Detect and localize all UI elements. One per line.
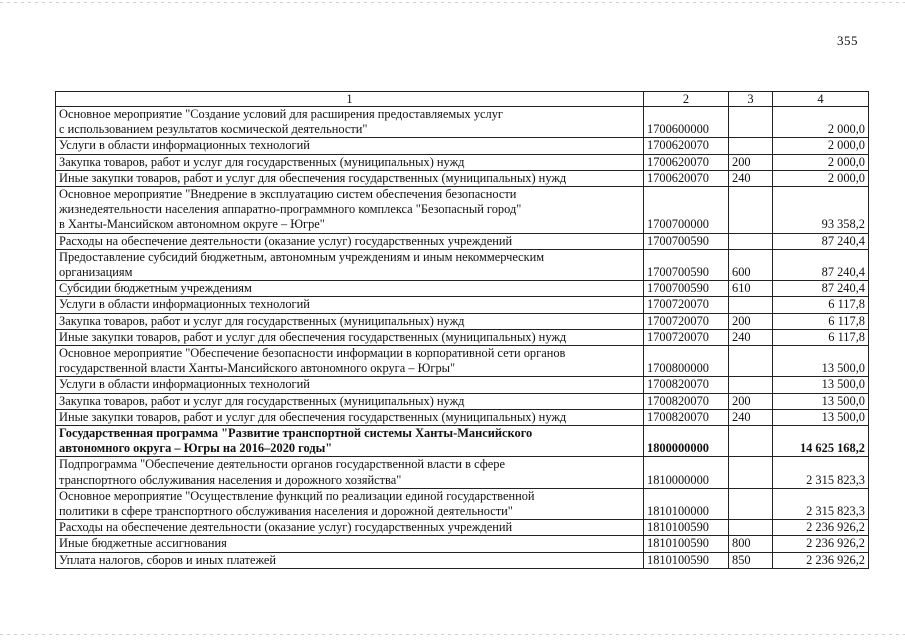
- row-amount-cell: 2 236 926,2: [773, 536, 869, 552]
- row-name-cell: [56, 297, 644, 313]
- row-name-line: Расходы на обеспечение деятельности (оказание услуг) государственных учреждений: [59, 520, 513, 535]
- table-row: [56, 457, 869, 488]
- row-amount-cell: 13 500,0: [773, 409, 869, 425]
- row-name-cell: [56, 536, 644, 552]
- row-name-cell: [56, 170, 644, 186]
- row-amount-cell: 87 240,4: [773, 249, 869, 280]
- row-type-cell: [729, 187, 773, 234]
- row-code-cell: 1700820070: [644, 377, 729, 393]
- row-code-cell: 1700700590: [644, 233, 729, 249]
- column-header-amount: 4: [773, 92, 869, 107]
- row-code-cell: 1700720070: [644, 313, 729, 329]
- row-name-line: Закупка товаров, работ и услуг для государственных (муниципальных) нужд: [59, 313, 465, 328]
- row-code-cell: 1810000000: [644, 457, 729, 488]
- row-code-cell: 1810100590: [644, 520, 729, 536]
- row-name-cell: [56, 488, 644, 519]
- row-type-cell: [729, 457, 773, 488]
- row-code-cell: 1700720070: [644, 297, 729, 313]
- row-name-cell: [56, 393, 644, 409]
- row-name-cell: [56, 138, 644, 154]
- table-row: [56, 520, 869, 536]
- row-code-cell: 1700600000: [644, 107, 729, 138]
- row-type-cell: 240: [729, 170, 773, 186]
- row-name-line: Услуги в области информационных технологий: [59, 138, 310, 153]
- table-row: [56, 426, 869, 457]
- row-code-cell: 1810100000: [644, 488, 729, 519]
- row-name-line: Уплата налогов, сборов и иных платежей: [59, 552, 277, 567]
- row-name-cell: [56, 187, 644, 234]
- row-name-line: автономного округа – Югры на 2016–2020 годы": [59, 441, 333, 456]
- row-name-line: Иные закупки товаров, работ и услуг для обеспечения государственных (муниципальных) нужд: [59, 170, 567, 185]
- row-name-cell: [56, 249, 644, 280]
- row-name-cell: [56, 281, 644, 297]
- row-type-cell: [729, 297, 773, 313]
- table-row: [56, 233, 869, 249]
- row-name-line: в Ханты-Мансийском автономном округе – Югре": [59, 217, 325, 232]
- row-name-cell: [56, 409, 644, 425]
- column-header-name: 1: [56, 92, 644, 107]
- row-type-cell: 240: [729, 409, 773, 425]
- column-header-code: 2: [644, 92, 729, 107]
- row-type-cell: [729, 520, 773, 536]
- table-row: [56, 281, 869, 297]
- row-name-cell: [56, 154, 644, 170]
- row-type-cell: 850: [729, 552, 773, 568]
- row-code-cell: 1700620070: [644, 154, 729, 170]
- row-code-cell: 1700720070: [644, 329, 729, 345]
- row-name-line: Основное мероприятие "Внедрение в эксплуатацию систем обеспечения безопасности: [59, 187, 517, 202]
- row-name-line: государственной власти Ханты-Мансийского автономного округа – Югры": [59, 361, 456, 376]
- row-amount-cell: 6 117,8: [773, 297, 869, 313]
- row-code-cell: 1700820070: [644, 393, 729, 409]
- row-type-cell: [729, 377, 773, 393]
- column-header-type: 3: [729, 92, 773, 107]
- row-name-line: Подпрограмма "Обеспечение деятельности органов государственной власти в сфере: [59, 457, 505, 472]
- row-name-cell: [56, 313, 644, 329]
- row-name-cell: [56, 552, 644, 568]
- row-name-line: с использованием результатов космической деятельности": [59, 122, 368, 137]
- row-code-cell: 1810100590: [644, 536, 729, 552]
- row-name-cell: [56, 520, 644, 536]
- row-amount-cell: 2 315 823,3: [773, 488, 869, 519]
- row-name-cell: [56, 233, 644, 249]
- table-row: [56, 536, 869, 552]
- row-amount-cell: 2 236 926,2: [773, 552, 869, 568]
- row-amount-cell: 2 000,0: [773, 138, 869, 154]
- row-amount-cell: 14 625 168,2: [773, 426, 869, 457]
- row-type-cell: [729, 233, 773, 249]
- row-amount-cell: 2 000,0: [773, 170, 869, 186]
- row-name-line: Иные бюджетные ассигнования: [59, 536, 227, 551]
- row-code-cell: 1800000000: [644, 426, 729, 457]
- row-name-line: Предоставление субсидий бюджетным, автономным учреждениям и иным некоммерческим: [59, 249, 545, 264]
- budget-table-body: [56, 92, 869, 569]
- row-name-line: Субсидии бюджетным учреждениям: [59, 281, 252, 296]
- row-type-cell: [729, 488, 773, 519]
- row-name-cell: [56, 426, 644, 457]
- row-name-line: Иные закупки товаров, работ и услуг для обеспечения государственных (муниципальных) нужд: [59, 329, 567, 344]
- row-code-cell: 1700700590: [644, 281, 729, 297]
- row-name-line: Основное мероприятие "Осуществление функций по реализации единой государственной: [59, 488, 535, 503]
- table-header-row: [56, 92, 869, 107]
- row-amount-cell: 87 240,4: [773, 233, 869, 249]
- row-code-cell: 1700620070: [644, 138, 729, 154]
- table-row: [56, 313, 869, 329]
- row-name-cell: [56, 107, 644, 138]
- row-amount-cell: 13 500,0: [773, 393, 869, 409]
- table-row: [56, 488, 869, 519]
- table-row: [56, 138, 869, 154]
- row-amount-cell: 6 117,8: [773, 313, 869, 329]
- row-name-line: Закупка товаров, работ и услуг для государственных (муниципальных) нужд: [59, 154, 465, 169]
- budget-table: [55, 91, 869, 569]
- row-code-cell: 1700700000: [644, 187, 729, 234]
- row-name-line: Услуги в области информационных технологий: [59, 297, 310, 312]
- row-name-cell: [56, 377, 644, 393]
- row-amount-cell: 13 500,0: [773, 346, 869, 377]
- row-name-line: Основное мероприятие "Обеспечение безопасности информации в корпоративной сети органов: [59, 346, 566, 361]
- row-name-line: Государственная программа "Развитие транспортной системы Ханты-Мансийского: [59, 426, 533, 441]
- table-row: [56, 346, 869, 377]
- row-name-line: Закупка товаров, работ и услуг для государственных (муниципальных) нужд: [59, 393, 465, 408]
- row-amount-cell: 2 000,0: [773, 154, 869, 170]
- row-amount-cell: 13 500,0: [773, 377, 869, 393]
- row-type-cell: 200: [729, 154, 773, 170]
- row-amount-cell: 93 358,2: [773, 187, 869, 234]
- scan-artifact-top: [0, 2, 905, 3]
- row-name-cell: [56, 457, 644, 488]
- table-row: [56, 297, 869, 313]
- row-code-cell: 1700800000: [644, 346, 729, 377]
- table-row: [56, 249, 869, 280]
- row-type-cell: 200: [729, 393, 773, 409]
- table-row: [56, 409, 869, 425]
- page-number: 355: [837, 33, 858, 48]
- row-code-cell: 1700620070: [644, 170, 729, 186]
- row-type-cell: [729, 346, 773, 377]
- row-type-cell: 600: [729, 249, 773, 280]
- table-row: [56, 552, 869, 568]
- row-name-line: политики в сфере транспортного обслуживания населения и дорожной деятельности": [59, 504, 513, 519]
- table-row: [56, 329, 869, 345]
- row-type-cell: [729, 426, 773, 457]
- row-name-line: транспортного обслуживания населения и дорожного хозяйства": [59, 472, 402, 487]
- scan-artifact-bottom: [0, 634, 905, 635]
- row-name-line: организациям: [59, 265, 133, 280]
- row-name-cell: [56, 346, 644, 377]
- row-name-line: Услуги в области информационных технологий: [59, 377, 310, 392]
- row-name-line: Основное мероприятие "Создание условий для расширения предоставляемых услуг: [59, 107, 503, 121]
- table-row: [56, 107, 869, 138]
- row-type-cell: 800: [729, 536, 773, 552]
- row-code-cell: 1700700590: [644, 249, 729, 280]
- row-amount-cell: 2 315 823,3: [773, 457, 869, 488]
- row-type-cell: [729, 138, 773, 154]
- row-type-cell: 200: [729, 313, 773, 329]
- table-row: [56, 154, 869, 170]
- table-row: [56, 187, 869, 234]
- row-code-cell: 1810100590: [644, 552, 729, 568]
- row-name-line: Иные закупки товаров, работ и услуг для обеспечения государственных (муниципальных) нужд: [59, 409, 567, 424]
- row-code-cell: 1700820070: [644, 409, 729, 425]
- table-row: [56, 393, 869, 409]
- row-type-cell: [729, 107, 773, 138]
- row-type-cell: 240: [729, 329, 773, 345]
- row-amount-cell: 2 000,0: [773, 107, 869, 138]
- table-row: [56, 377, 869, 393]
- row-amount-cell: 2 236 926,2: [773, 520, 869, 536]
- row-name-line: жизнедеятельности населения аппаратно-программного комплекса "Безопасный город": [59, 202, 522, 217]
- row-type-cell: 610: [729, 281, 773, 297]
- row-name-line: Расходы на обеспечение деятельности (оказание услуг) государственных учреждений: [59, 233, 513, 248]
- row-amount-cell: 6 117,8: [773, 329, 869, 345]
- row-name-cell: [56, 329, 644, 345]
- table-row: [56, 170, 869, 186]
- row-amount-cell: 87 240,4: [773, 281, 869, 297]
